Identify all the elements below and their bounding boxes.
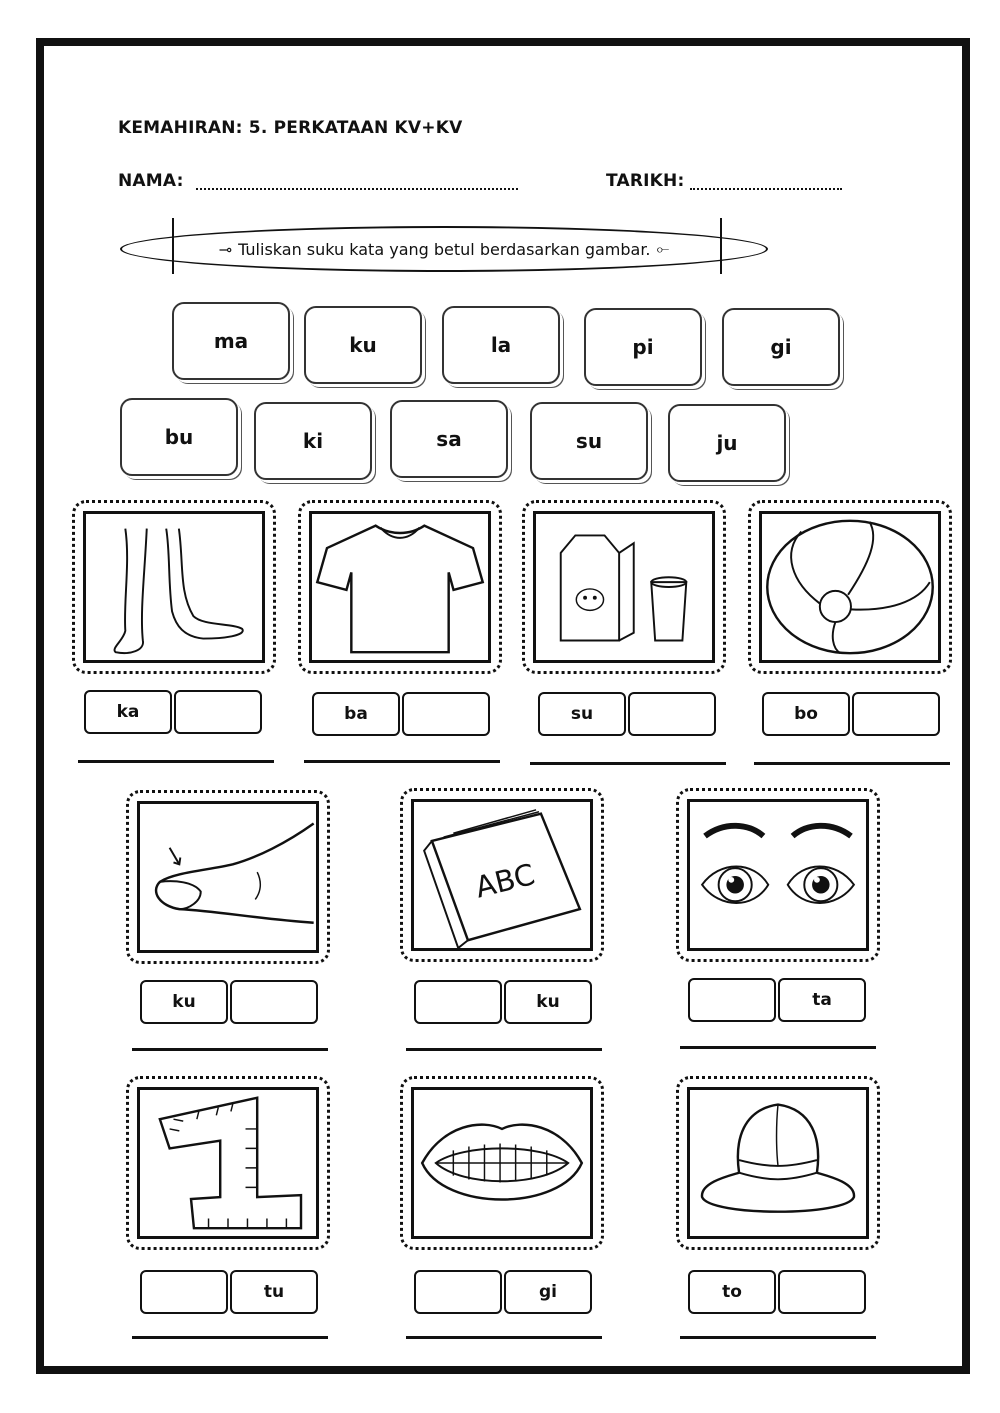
syllable-box[interactable]: to [688, 1270, 776, 1314]
syllable-box[interactable] [852, 692, 940, 736]
name-field[interactable] [196, 170, 518, 190]
syllable-chip[interactable]: ku [304, 306, 422, 384]
syllable-box[interactable] [174, 690, 262, 734]
banner-ornament-left-icon: ⊸ [218, 239, 233, 259]
syllable-box[interactable]: ta [778, 978, 866, 1022]
syllable-box[interactable]: gi [504, 1270, 592, 1314]
picture-card-teeth [400, 1076, 604, 1250]
syllable-chip[interactable]: pi [584, 308, 702, 386]
syllable-box[interactable]: ba [312, 692, 400, 736]
eyes-icon [690, 802, 866, 948]
syllable-chip[interactable]: la [442, 306, 560, 384]
banner-ornament-right-icon: ⟜ [656, 239, 670, 258]
picture-card-ball [748, 500, 952, 674]
syllable-box[interactable] [688, 978, 776, 1022]
answer-line[interactable] [132, 1048, 328, 1051]
answer-line[interactable] [406, 1336, 602, 1339]
syllable-box[interactable]: ka [84, 690, 172, 734]
answer-line[interactable] [754, 762, 950, 765]
answer-line[interactable] [304, 760, 500, 763]
name-label: NAMA: [118, 171, 184, 191]
picture-card-number-one [126, 1076, 330, 1250]
picture-card-milk [522, 500, 726, 674]
syllable-box[interactable]: tu [230, 1270, 318, 1314]
book-cover-text: ABC [471, 857, 539, 905]
syllable-chip[interactable]: sa [390, 400, 508, 478]
picture-card-shirt [298, 500, 502, 674]
book-icon [414, 802, 590, 948]
syllable-box[interactable] [140, 1270, 228, 1314]
syllable-chip[interactable]: gi [722, 308, 840, 386]
syllable-box[interactable]: bo [762, 692, 850, 736]
syllable-box[interactable]: su [538, 692, 626, 736]
syllable-box[interactable] [230, 980, 318, 1024]
answer-line[interactable] [680, 1046, 876, 1049]
answer-line[interactable] [78, 760, 274, 763]
picture-card-hat [676, 1076, 880, 1250]
syllable-chip[interactable]: ma [172, 302, 290, 380]
syllable-box[interactable] [778, 1270, 866, 1314]
instruction-banner [120, 226, 768, 272]
syllable-box[interactable] [414, 1270, 502, 1314]
syllable-box[interactable] [414, 980, 502, 1024]
teeth-icon [414, 1090, 590, 1236]
hat-icon [690, 1090, 866, 1236]
date-field[interactable] [690, 170, 842, 190]
shirt-icon [312, 514, 488, 660]
syllable-box[interactable] [628, 692, 716, 736]
answer-line[interactable] [680, 1336, 876, 1339]
instruction-text: Tuliskan suku kata yang betul berdasarkan gambar. [238, 239, 651, 259]
fingernail-icon [140, 804, 316, 950]
picture-card-eyes [676, 788, 880, 962]
number-one-icon [140, 1090, 316, 1236]
skill-heading: KEMAHIRAN: 5. PERKATAAN KV+KV [118, 118, 463, 138]
milk-icon [536, 514, 712, 660]
syllable-chip[interactable]: bu [120, 398, 238, 476]
syllable-chip[interactable]: ki [254, 402, 372, 480]
picture-card-book [400, 788, 604, 962]
answer-line[interactable] [530, 762, 726, 765]
answer-line[interactable] [132, 1336, 328, 1339]
syllable-chip[interactable]: su [530, 402, 648, 480]
syllable-chip[interactable]: ju [668, 404, 786, 482]
answer-line[interactable] [406, 1048, 602, 1051]
picture-card-fingernail [126, 790, 330, 964]
legs-icon [86, 514, 262, 660]
picture-card-legs [72, 500, 276, 674]
syllable-box[interactable] [402, 692, 490, 736]
date-label: TARIKH: [606, 171, 685, 191]
syllable-box[interactable]: ku [504, 980, 592, 1024]
syllable-box[interactable]: ku [140, 980, 228, 1024]
ball-icon [762, 514, 938, 660]
